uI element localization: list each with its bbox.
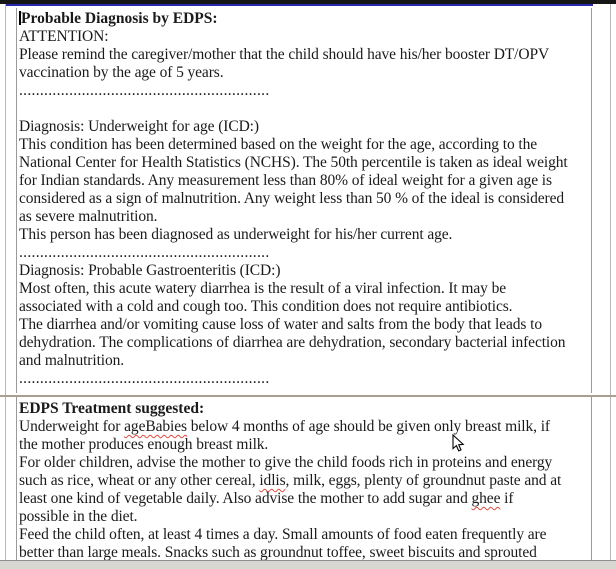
misspelled-word: ghee [471,490,501,507]
text-segment: ............................................................ [19,244,270,261]
text-line [19,172,591,190]
text-line [19,352,591,370]
text-line [19,472,591,490]
text-segment: Diagnosis: Probable Gastroenteritis (ICD:) [19,262,281,279]
treatment-heading [19,400,591,418]
misspelled-word: idlis [259,472,286,489]
text-segment: dehydration. The complications of diarrhea are dehydration, secondary bacterial infection [19,334,566,351]
text-segment: considered as a sign of malnutrition. Any weight less than 50 % of the ideal is considered [19,190,565,207]
text-segment: The diarrhea and/or vomiting cause loss of water and salts from the body that leads to [19,316,542,333]
text-segment: better than large meals. Snacks such as groundnut toffee, sweet biscuits and sprouted [19,544,537,560]
text-segment: least one kind of vegetable daily. Also advise the mother to add sugar and [19,490,472,507]
text-line [19,454,591,472]
text-line [19,190,591,208]
text-segment: possible in the diet. [19,508,138,525]
text-segment: This person has been diagnosed as underweight for his/her current age. [19,226,453,243]
diagnosis-heading [19,10,591,28]
text-line [19,226,591,244]
text-segment: as severe malnutrition. [19,208,158,225]
text-line [19,280,591,298]
text-segment: , milk, eggs, plenty of groundnut paste and at [285,472,562,489]
text-segment: the mother produces enough breast milk. [19,436,269,453]
diagnosis-panel [6,4,593,395]
text-segment: Please remind the caregiver/mother that the child should have his/her booster DT/OPV [19,46,550,63]
text-line [19,154,591,172]
text-line [19,436,591,454]
text-segment: for Indian standards. Any measurement less than 80% of ideal weight for a given age is [19,172,552,189]
text-segment: For older children, advise the mother to give the child foods rich in proteins and energy [19,454,553,471]
text-segment: Diagnosis: Underweight for age (ICD:) [19,118,259,135]
text-line [19,46,591,64]
text-segment: Probable Diagnosis by EDPS: [21,10,218,27]
text-segment: Feed the child often, at least 4 times a day. Small amounts of food eaten frequently are [19,526,547,543]
text-line [19,136,591,154]
misspelled-word: ageBabies [124,418,187,435]
text-segment: below 4 months of age should be given only breast milk, if [186,418,550,435]
text-segment: National Center for Health Statistics (NCHS). The 50th percentile is taken as ideal weight [19,154,568,171]
text-line [19,418,591,436]
text-segment: ............................................................ [19,82,270,99]
text-line [19,118,591,136]
text-segment: This condition has been determined based on the weight for the age, according to the [19,136,538,153]
text-line [19,508,591,526]
dotted-separator-line [19,82,591,100]
text-segment: and malnutrition. [19,352,125,369]
text-line [19,262,591,280]
text-segment: Underweight for [19,418,125,435]
text-line [19,526,591,544]
treatment-panel [6,397,593,560]
text-segment: ATTENTION: [19,28,109,45]
text-line [19,298,591,316]
text-segment: such as rice, wheat or any other cereal, [19,472,260,489]
dotted-separator-line [19,370,591,388]
mouse-cursor-arrow-icon [452,434,465,453]
blank-line [19,100,591,118]
text-line [19,208,591,226]
text-line [19,544,591,560]
text-line [19,64,591,82]
text-line [19,28,591,46]
dotted-separator-line [19,244,591,262]
text-segment: associated with a cold and cough too. This condition does not require antibiotics. [19,298,513,315]
text-line [19,490,591,508]
text-segment: Most often, this acute watery diarrhea is the result of a viral infection. It may be [19,280,507,297]
text-line [19,316,591,334]
text-line [19,334,591,352]
text-segment: if [500,490,514,507]
text-segment: EDPS Treatment suggested: [19,400,205,417]
treatment-output-textarea[interactable] [16,397,592,560]
bottom-strip [0,561,616,569]
text-segment: vaccination by the age of 5 years. [19,64,224,81]
diagnosis-output-textarea[interactable] [16,8,592,393]
right-panel-border [610,4,611,561]
text-segment: ............................................................ [19,370,270,387]
